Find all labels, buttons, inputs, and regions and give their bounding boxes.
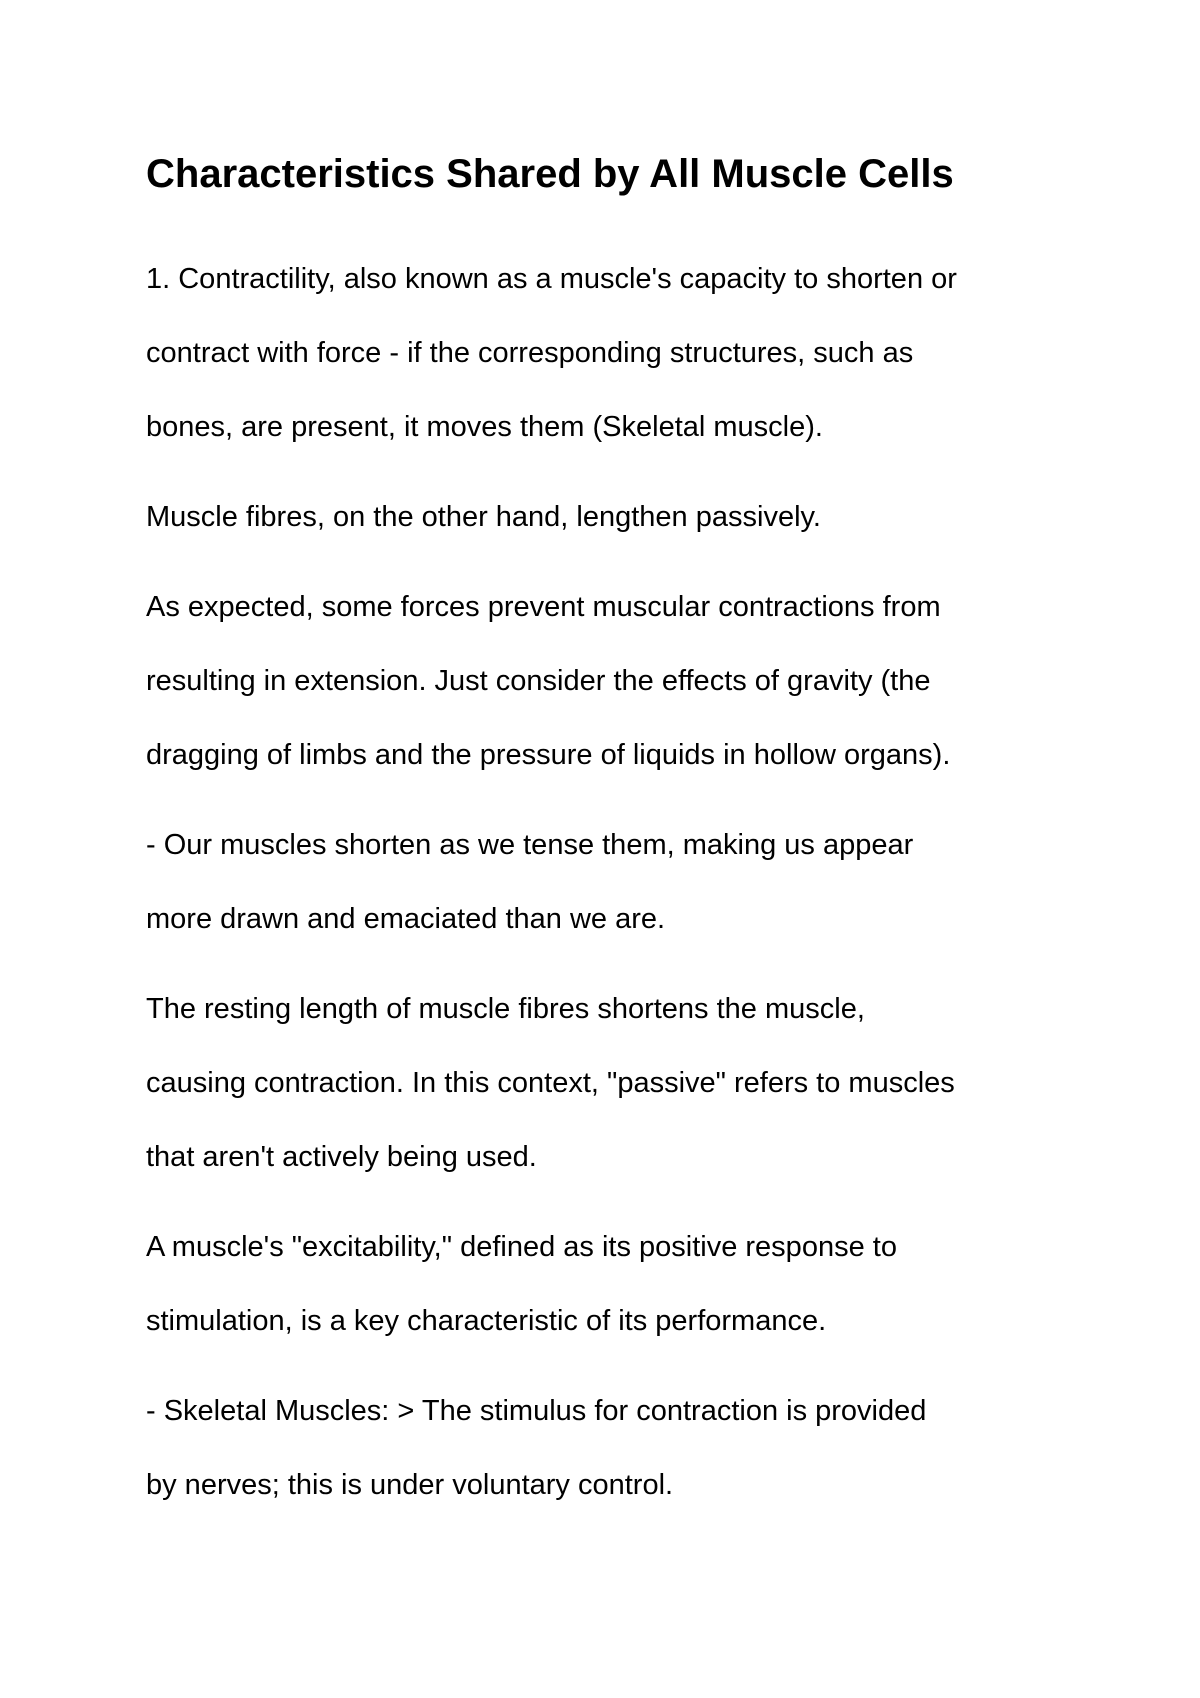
- text-line: - Skeletal Muscles: > The stimulus for contraction is provided: [146, 1395, 927, 1427]
- paragraph-passive-lengthening: [146, 480, 1086, 554]
- text-line: by nerves; this is under voluntary control.: [146, 1469, 674, 1501]
- paragraph-resting-length: [146, 972, 1086, 1194]
- text-line: A muscle's "excitability," defined as its positive response to: [146, 1231, 897, 1263]
- paragraph-muscle-tension: [146, 808, 1086, 956]
- paragraph-skeletal-muscles: [146, 1374, 1086, 1522]
- paragraph-excitability: [146, 1210, 1086, 1358]
- paragraph-opposing-forces: [146, 570, 1086, 792]
- document-title: Characteristics Shared by All Muscle Cells: [146, 152, 954, 196]
- text-line: 1. Contractility, also known as a muscle's capacity to shorten or: [146, 263, 957, 295]
- text-line: As expected, some forces prevent muscular contractions from: [146, 591, 941, 623]
- text-line: The resting length of muscle fibres shortens the muscle,: [146, 993, 865, 1025]
- text-line: stimulation, is a key characteristic of its performance.: [146, 1305, 827, 1337]
- text-line: bones, are present, it moves them (Skeletal muscle).: [146, 411, 823, 443]
- text-line: contract with force - if the corresponding structures, such as: [146, 337, 914, 369]
- text-line: - Our muscles shorten as we tense them, making us appear: [146, 829, 914, 861]
- text-line: dragging of limbs and the pressure of liquids in hollow organs).: [146, 739, 951, 771]
- text-line: causing contraction. In this context, "passive" refers to muscles: [146, 1067, 955, 1099]
- paragraph-contractility: [146, 242, 1086, 464]
- text-line: more drawn and emaciated than we are.: [146, 903, 666, 935]
- text-line: that aren't actively being used.: [146, 1141, 537, 1173]
- text-line: resulting in extension. Just consider the effects of gravity (the: [146, 665, 931, 697]
- document-body: [146, 146, 1086, 1538]
- text-line: Muscle fibres, on the other hand, lengthen passively.: [146, 501, 821, 533]
